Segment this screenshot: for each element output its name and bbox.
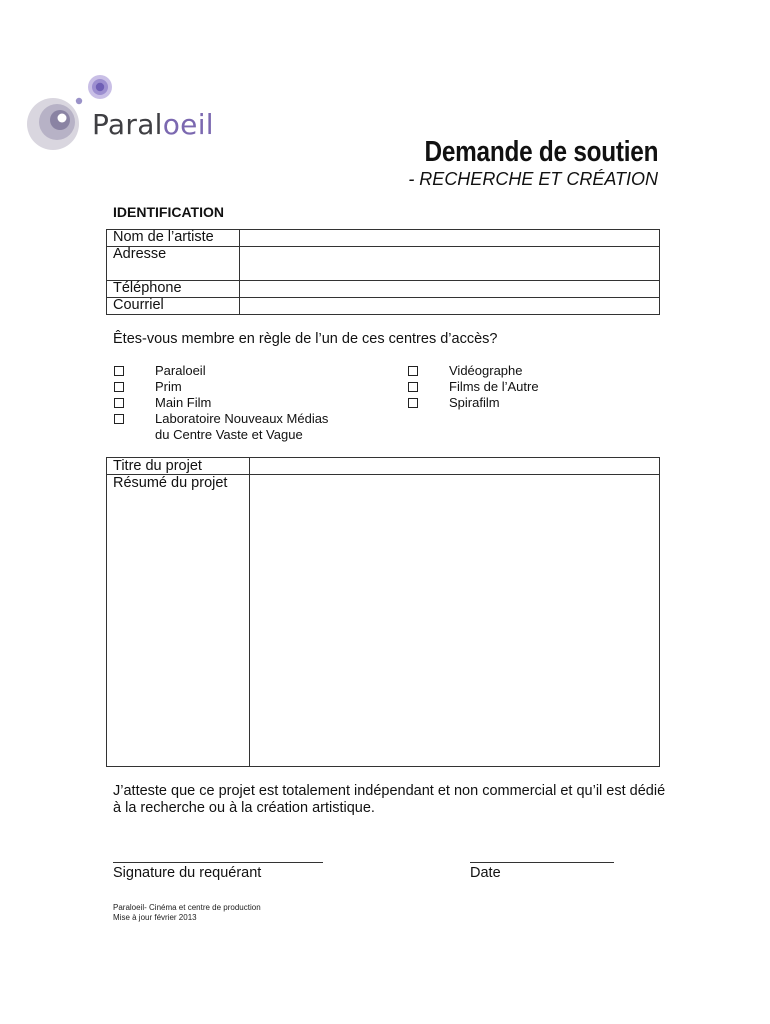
project-summary-field[interactable]	[250, 475, 660, 767]
option-label-cont: du Centre Vaste et Vague	[155, 427, 303, 442]
list-item	[111, 363, 391, 379]
membership-question: Êtes-vous membre en règle de l’un de ces centres d’accès?	[113, 331, 498, 347]
project-title-field[interactable]	[250, 458, 660, 475]
project-summary-label: Résumé du projet	[107, 475, 250, 767]
page-title: Demande de soutien	[424, 136, 658, 168]
phone-field[interactable]	[240, 281, 660, 298]
checkbox[interactable]	[114, 414, 124, 424]
membership-list-left	[111, 363, 391, 443]
checkbox[interactable]	[114, 366, 124, 376]
identification-table	[106, 229, 660, 315]
option-label: Laboratoire Nouveaux Médias	[155, 411, 329, 426]
logo-wordmark	[92, 108, 214, 141]
option-label: Prim	[155, 379, 182, 394]
date-label: Date	[470, 865, 501, 881]
checkbox[interactable]	[408, 382, 418, 392]
checkbox[interactable]	[408, 366, 418, 376]
footer	[113, 903, 261, 923]
date-line[interactable]	[470, 862, 614, 863]
email-field[interactable]	[240, 298, 660, 315]
list-item	[111, 411, 391, 443]
option-label: Spirafilm	[449, 395, 500, 410]
identification-heading: IDENTIFICATION	[113, 204, 224, 220]
option-label: Films de l’Autre	[449, 379, 539, 394]
option-label: Paraloeil	[155, 363, 206, 378]
signature-line[interactable]	[113, 862, 323, 863]
checkbox[interactable]	[114, 398, 124, 408]
membership-list-right	[405, 363, 665, 411]
project-title-label: Titre du projet	[107, 458, 250, 475]
signature-label: Signature du requérant	[113, 865, 262, 881]
name-field[interactable]	[240, 230, 660, 247]
logo-text-accent: oeil	[162, 108, 214, 141]
footer-line-1: Paraloeil- Cinéma et centre de production	[113, 903, 261, 912]
list-item	[111, 395, 391, 411]
option-label: Vidéographe	[449, 363, 523, 378]
address-field[interactable]	[240, 247, 660, 281]
list-item	[405, 379, 665, 395]
checkbox[interactable]	[408, 398, 418, 408]
attestation-text: J’atteste que ce projet est totalement indépendant et non commercial et qu’il est dédié à la recherche ou à la création artistique.	[113, 783, 666, 816]
footer-line-2: Mise à jour février 2013	[113, 913, 197, 922]
address-label: Adresse	[107, 247, 240, 281]
logo-text-plain: Paral	[92, 108, 163, 141]
list-item	[405, 395, 665, 411]
option-label: Main Film	[155, 395, 212, 410]
page-subtitle: - RECHERCHE ET CRÉATION	[408, 169, 658, 189]
phone-label: Téléphone	[107, 281, 240, 298]
email-label: Courriel	[107, 298, 240, 315]
list-item	[405, 363, 665, 379]
name-label: Nom de l’artiste	[107, 230, 240, 247]
list-item	[111, 379, 391, 395]
project-table	[106, 457, 660, 767]
checkbox[interactable]	[114, 382, 124, 392]
